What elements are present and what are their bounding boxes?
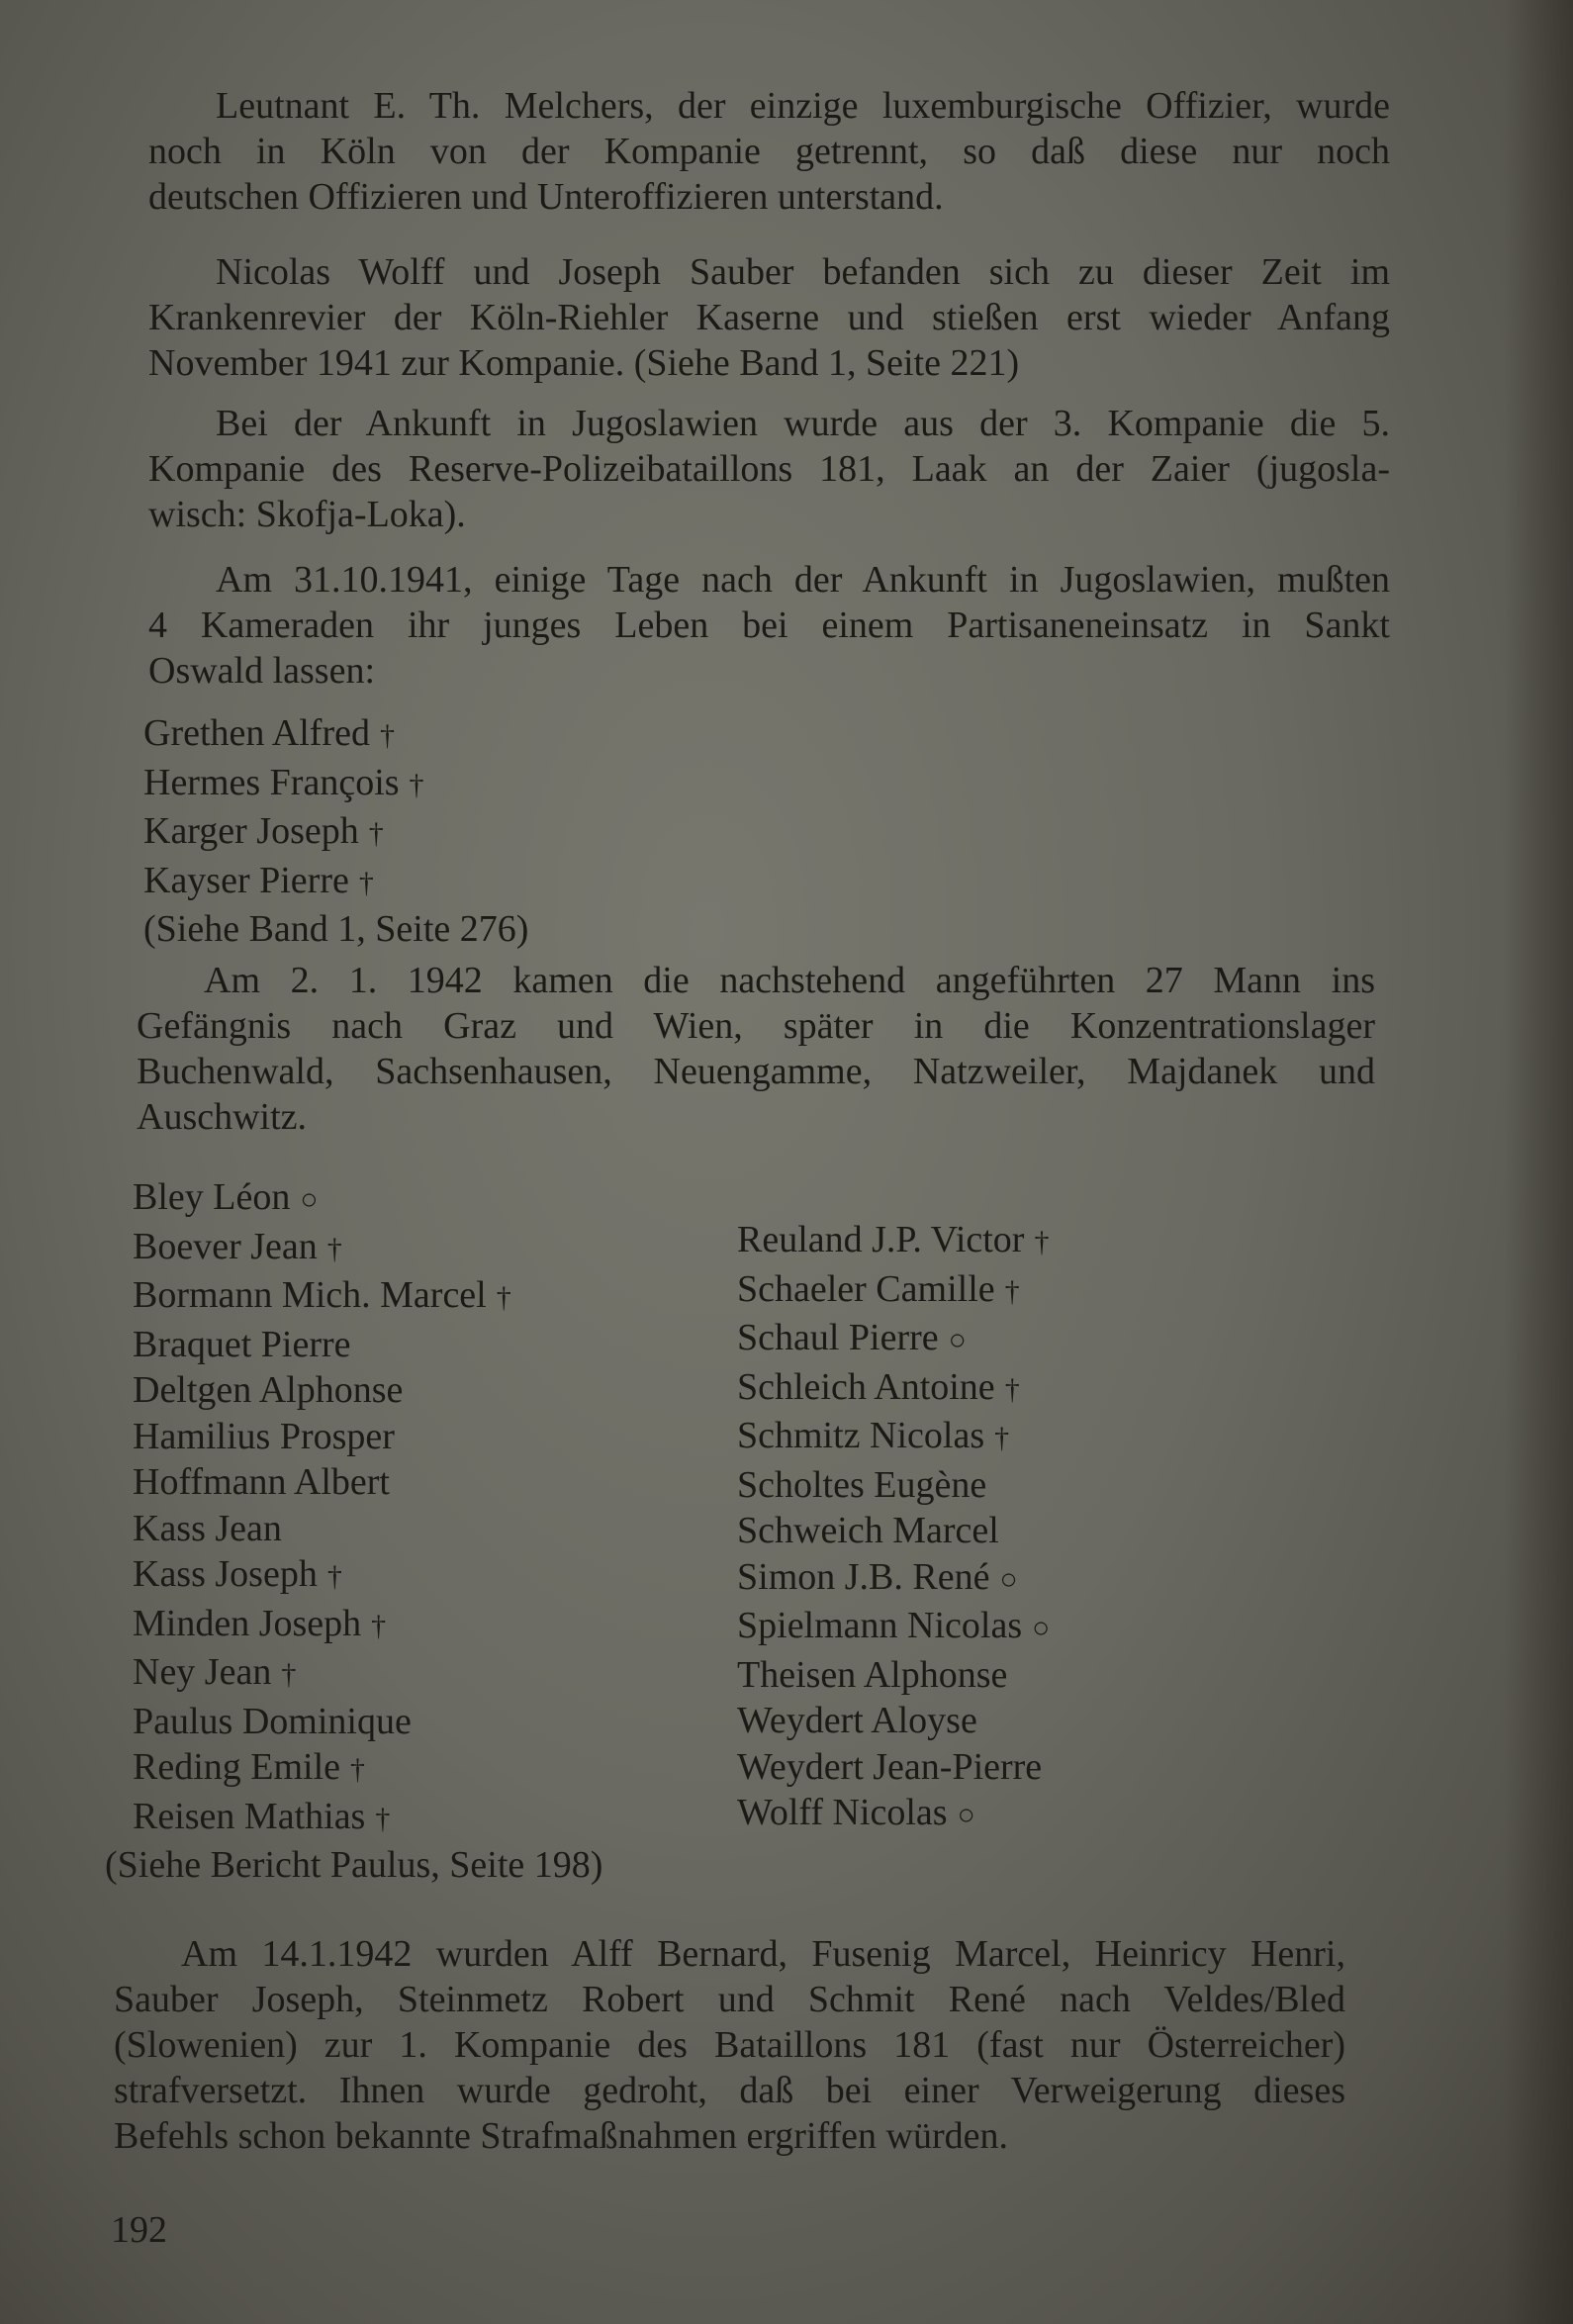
list-item [737,1744,1052,1791]
text-line: Gefängnis nach Graz und Wien, später in die Konzentrationslager [137,1005,1375,1047]
list-item [737,1266,1052,1316]
list-item [133,1506,511,1552]
person-name: Reding Emile [133,1746,341,1788]
text-line: strafversetzt. Ihnen wurde gedroht, daß bei einer Verweigerung dieses [114,2070,1345,2111]
text-line: Leutnant E. Th. Melchers, der einzige luxemburgische Offizier, wurde [216,85,1390,127]
paragraph-veldes-bled [114,1931,1345,2159]
person-name: Kass Joseph [133,1553,318,1595]
list-item [133,1174,511,1224]
person-name: Bormann Mich. Marcel [133,1274,487,1316]
prisoners-list-right [737,1217,1052,1839]
text-line: Am 2. 1. 1942 kamen die nachstehend angeführten 27 Mann ins [204,960,1375,1001]
paragraph-sankt-oswald [148,557,1390,694]
list-item [737,1413,1052,1462]
text-line: Kompanie des Reserve-Polizeibataillons 181, Laak an der Zaier (jugosla- [148,448,1390,490]
cross-icon: † [496,1281,511,1314]
person-name: Paulus Dominique [133,1700,412,1742]
person-name: Braquet Pierre [133,1323,351,1365]
list-item [737,1554,1052,1604]
text-line: Buchenwald, Sachsenhausen, Neuengamme, Natzweiler, Majdanek und [137,1051,1375,1092]
cross-icon: † [368,817,384,850]
person-name: Hamilius Prosper [133,1415,395,1457]
list-item: Hermes François † [143,760,528,809]
cross-icon: † [358,866,374,899]
list-item [737,1315,1052,1364]
person-name: Simon J.B. René [737,1555,990,1598]
list-item [133,1794,511,1843]
list-item [133,1367,511,1414]
list-item [737,1603,1052,1652]
person-name: Weydert Jean-Pierre [737,1745,1043,1788]
text-line: Am 31.10.1941, einige Tage nach der Ankunft in Jugoslawien, mußten [216,559,1390,601]
circle-icon: ○ [1032,1612,1051,1644]
reference-note: (Siehe Band 1, Seite 276) [143,908,529,950]
paragraph-arrival [148,401,1390,537]
text-line: Befehls schon bekannte Strafmaßnahmen ergriffen würden. [114,2115,1008,2157]
person-name: Hoffmann Albert [133,1461,390,1503]
person-name: Minden Joseph [133,1602,362,1644]
text-line: Nicolas Wolff und Joseph Sauber befanden sich zu dieser Zeit im [216,251,1390,293]
prisoners-list-left [133,1174,511,1842]
list-item [133,1459,511,1506]
paragraph-melchers [148,83,1390,220]
list-item [133,1601,511,1650]
list-item: Kayser Pierre † [143,858,528,907]
list-item [133,1649,511,1699]
text-line: wisch: Skofja-Loka). [148,494,466,535]
circle-icon: ○ [948,1324,967,1356]
cross-icon: † [326,1232,342,1265]
circle-icon: ○ [957,1799,975,1831]
cross-icon: † [371,1609,387,1642]
person-name: Theisen Alphonse [737,1653,1008,1696]
person-name: Reuland J.P. Victor [737,1219,1025,1260]
person-name: Spielmann Nicolas [737,1605,1023,1646]
cross-icon: † [375,1802,391,1835]
cross-icon: † [1004,1274,1020,1308]
cross-icon: † [994,1422,1010,1454]
paragraph-wolff-sauber [148,249,1390,386]
killed-list [143,710,528,953]
list-item [737,1790,1052,1839]
list-item [133,1272,511,1322]
list-item [133,1414,511,1460]
list-item [737,1364,1052,1414]
text-line: Auschwitz. [137,1096,308,1138]
text-line: November 1941 zur Kompanie. (Siehe Band 1, Seite 221) [148,342,1020,384]
person-name: Schweich Marcel [737,1510,999,1551]
text-line: Am 14.1.1942 wurden Alff Bernard, Fusenig Marcel, Heinricy Henri, [181,1933,1345,1975]
list-item [737,1698,1052,1744]
person-name: Ney Jean [133,1651,272,1693]
cross-icon: † [379,719,395,752]
list-item: Karger Joseph † [143,808,528,858]
page-number: 192 [111,2209,167,2251]
cross-icon: † [326,1560,342,1593]
circle-icon: ○ [300,1183,319,1216]
page-gutter-shadow [1504,0,1573,2324]
person-name: Weydert Aloyse [737,1700,977,1741]
person-name: Schmitz Nicolas [737,1415,985,1456]
person-name: Schaul Pierre [737,1317,939,1358]
person-name: Bley Léon [133,1176,291,1218]
cross-icon: † [350,1753,366,1786]
list-item [133,1322,511,1368]
list-item [133,1224,511,1273]
person-name: Reisen Mathias [133,1795,366,1837]
cross-icon: † [1004,1372,1020,1406]
cross-icon: † [281,1658,297,1691]
circle-icon: ○ [999,1562,1018,1596]
text-line: (Slowenien) zur 1. Kompanie des Bataillons 181 (fast nur Österreicher) [114,2024,1345,2066]
person-name: Schleich Antoine [737,1365,995,1408]
text-line: Krankenrevier der Köln-Riehler Kaserne und stießen erst wieder Anfang [148,297,1390,338]
person-name: Kass Jean [133,1507,282,1549]
list-item [737,1508,1052,1554]
cross-icon: † [1034,1226,1050,1258]
list-item: Grethen Alfred † [143,710,528,760]
list-item [737,1217,1052,1266]
person-name: Scholtes Eugène [737,1463,987,1506]
person-name: Wolff Nicolas [737,1792,948,1833]
cross-icon: † [409,768,424,801]
text-line: Oswald lassen: [148,650,376,692]
text-line: 4 Kameraden ihr junges Leben bei einem Partisaneneinsatz in Sankt [148,604,1390,646]
list-item [133,1551,511,1601]
text-line: noch in Köln von der Kompanie getrennt, so daß diese nur noch [148,131,1390,172]
person-name: Deltgen Alphonse [133,1369,404,1411]
list-item [133,1699,511,1745]
paragraph-imprisonment [137,958,1375,1140]
reference-note: (Siehe Bericht Paulus, Seite 198) [105,1844,603,1886]
text-line: deutschen Offizieren und Unteroffizieren unterstand. [148,176,944,218]
list-item [737,1462,1052,1509]
list-item [133,1744,511,1794]
person-name: Boever Jean [133,1225,318,1267]
person-name: Schaeler Camille [737,1267,995,1310]
text-line: Bei der Ankunft in Jugoslawien wurde aus der 3. Kompanie die 5. [216,403,1390,444]
text-line: Sauber Joseph, Steinmetz Robert und Schmit René nach Veldes/Bled [114,1979,1345,2020]
list-item [737,1652,1052,1699]
